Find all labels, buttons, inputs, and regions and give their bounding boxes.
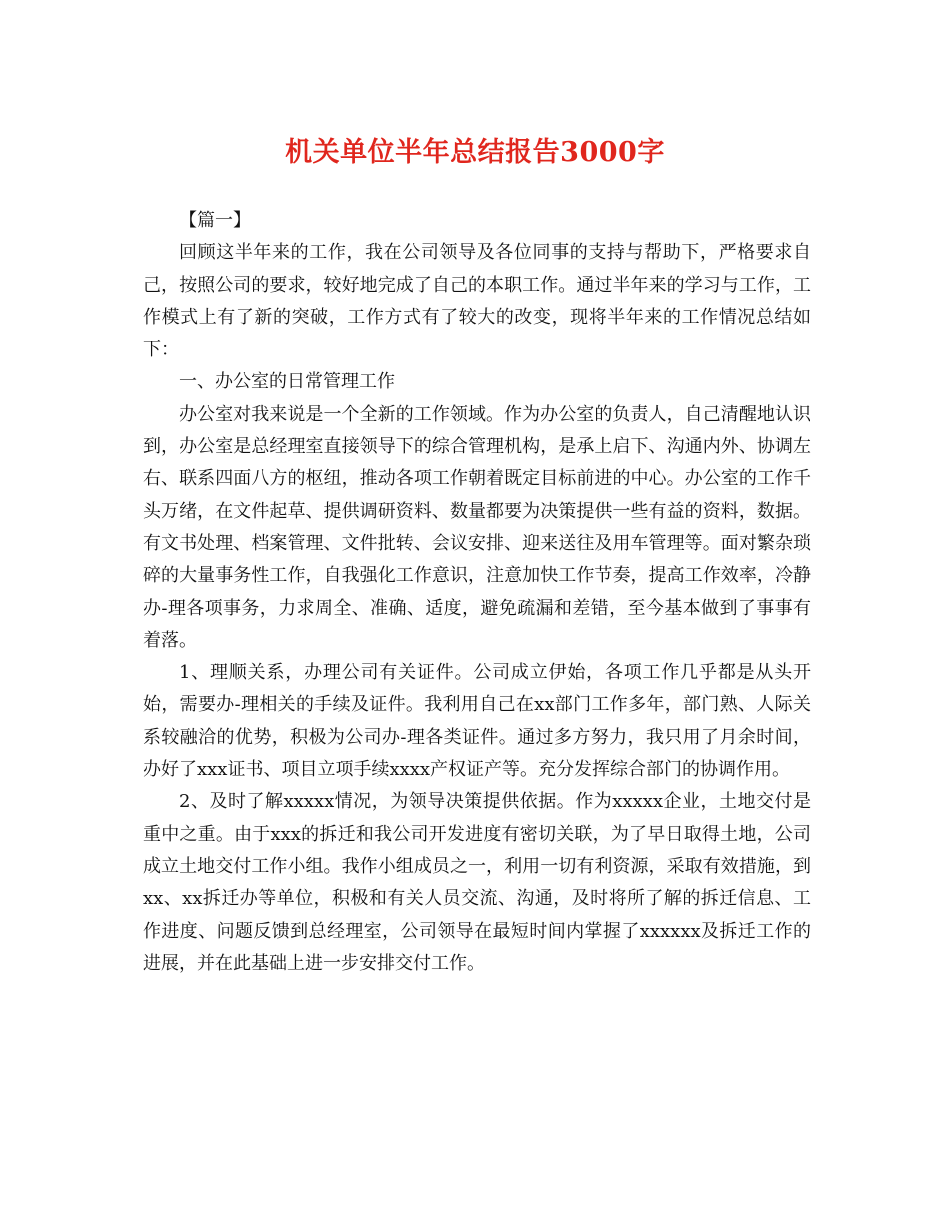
body-paragraph: 1、理顺关系，办理公司有关证件。公司成立伊始，各项工作几乎都是从头开始，需要办-理相关的手续及证件。我利用自己在xx部门工作多年，部门熟、人际关系较融洽的优势，积极为公司办-理各类证件。通过多方努力，我只用了月余时间，办好了xxx证书、项目立项手续xxxx产权证产等。充分发挥综合部门的协调作用。 [143, 662, 811, 781]
document-body [143, 205, 811, 980]
section-heading-office-management: 一、办公室的日常管理工作 [179, 371, 395, 393]
section-heading-part-one: 【篇一】 [179, 210, 251, 231]
body-paragraph: 办公室对我来说是一个全新的工作领域。作为办公室的负责人，自己清醒地认识到，办公室是总经理室直接领导下的综合管理机构，是承上启下、沟通内外、协调左右、联系四面八方的枢纽，推动各项工作朝着既定目标前进的中心。办公室的工作千头万绪，在文件起草、提供调研资料、数量都要为决策提供一些有益的资料，数据。有文书处理、档案管理、文件批转、会议安排、迎来送往及用车管理等。面对繁杂琐碎的大量事务性工作，自我强化工作意识，注意加快工作节奏，提高工作效率，冷静办-理各项事务，力求周全、准确、适度，避免疏漏和差错，至今基本做到了事事有着落。 [143, 403, 811, 651]
body-paragraph: 2、及时了解xxxxx情况，为领导决策提供依据。作为xxxxx企业，土地交付是重中之重。由于xxx的拆迁和我公司开发进度有密切关联，为了早日取得土地，公司成立土地交付工作小组。我作小组成员之一，利用一切有利资源，采取有效措施，到xx、xx拆迁办等单位，积极和有关人员交流、沟通，及时将所了解的拆迁信息、工作进度、问题反馈到总经理室，公司领导在最短时间内掌握了xxxxxx及拆迁工作的进展，并在此基础上进一步安排交付工作。 [143, 791, 811, 974]
intro-paragraph: 回顾这半年来的工作，我在公司领导及各位同事的支持与帮助下，严格要求自己，按照公司的要求，较好地完成了自己的本职工作。通过半年来的学习与工作，工作模式上有了新的突破，工作方式有了较大的改变，现将半年来的工作情况总结如下： [143, 242, 811, 361]
document-title: 机关单位半年总结报告3000字 [285, 137, 665, 168]
